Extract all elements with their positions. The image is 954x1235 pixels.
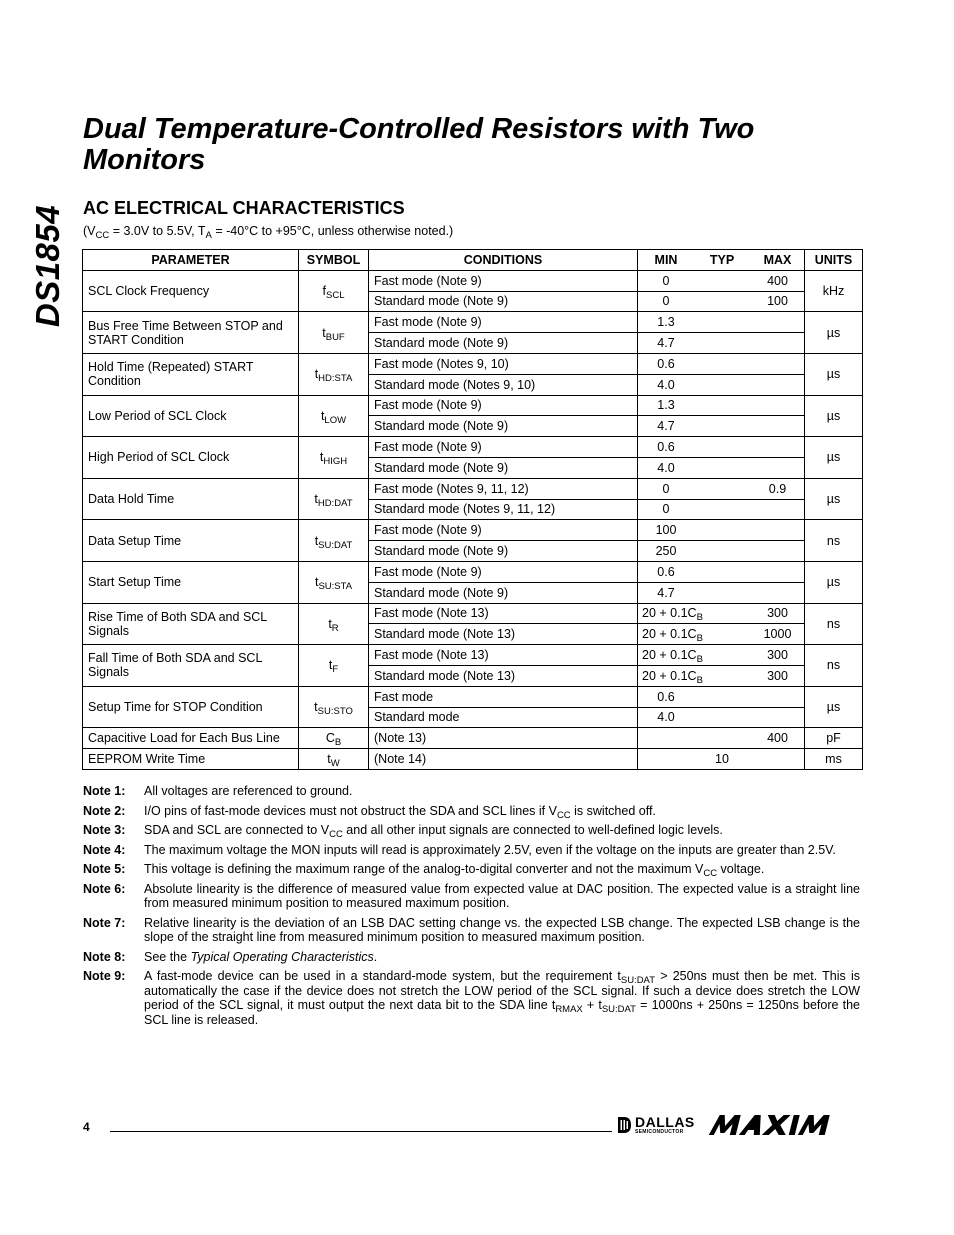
values-cell bbox=[638, 645, 805, 666]
condition-cell: Standard mode (Note 9) bbox=[369, 582, 638, 603]
symbol-cell: $C_B$ bbox=[299, 728, 369, 749]
values-cell bbox=[638, 478, 805, 499]
symbol-cell: $t_R$ bbox=[299, 603, 369, 645]
max-value: 400 bbox=[767, 731, 788, 746]
note-label: Note 2: bbox=[83, 803, 126, 818]
table-row bbox=[83, 520, 863, 541]
values-cell bbox=[638, 665, 805, 686]
units-cell: µs bbox=[805, 561, 863, 603]
condition-cell: Fast mode (Note 9) bbox=[369, 520, 638, 541]
min-value: 0 bbox=[662, 273, 670, 288]
condition-cell: Standard mode (Note 9) bbox=[369, 291, 638, 312]
dallas-mark-icon bbox=[617, 1115, 633, 1135]
units-cell: kHz bbox=[805, 270, 863, 312]
units-cell: ms bbox=[805, 749, 863, 770]
note-item bbox=[83, 916, 860, 945]
values-cell bbox=[638, 457, 805, 478]
parameter-cell: EEPROM Write Time bbox=[83, 749, 299, 770]
values-cell bbox=[638, 395, 805, 416]
values-cell bbox=[638, 749, 805, 770]
note-item bbox=[83, 843, 860, 858]
values-cell bbox=[638, 582, 805, 603]
values-cell bbox=[638, 291, 805, 312]
note-item bbox=[83, 784, 860, 799]
note-text: The maximum voltage the MON inputs will read is approximately 2.5V, even if the voltage on the inputs are greater than 2.5V. bbox=[144, 842, 836, 857]
header-min-typ-max bbox=[638, 250, 805, 271]
symbol-cell: $t_{HIGH}$ bbox=[299, 437, 369, 479]
note-text: Absolute linearity is the difference of measured value from expected value at DAC position. The expected value is a straight line from measured minimum position to measured maximum position. bbox=[144, 881, 860, 910]
min-value: 4.0 bbox=[657, 460, 675, 475]
values-cell bbox=[638, 541, 805, 562]
notes-section bbox=[83, 784, 860, 1032]
note-label: Note 3: bbox=[83, 823, 126, 837]
condition-cell: Fast mode (Note 9) bbox=[369, 437, 638, 458]
condition-cell: Fast mode (Note 9) bbox=[369, 561, 638, 582]
table-row bbox=[83, 270, 863, 291]
parameter-cell: Data Setup Time bbox=[83, 520, 299, 562]
min-value: $20 + 0.1C_B$ bbox=[642, 648, 703, 666]
condition-cell: Fast mode bbox=[369, 686, 638, 707]
values-cell bbox=[638, 707, 805, 728]
condition-cell: (Note 14) bbox=[369, 749, 638, 770]
values-cell bbox=[638, 374, 805, 395]
values-cell bbox=[638, 333, 805, 354]
condition-cell: Fast mode (Note 9) bbox=[369, 395, 638, 416]
units-cell: µs bbox=[805, 686, 863, 728]
symbol-cell: $t_{SU:STO}$ bbox=[299, 686, 369, 728]
parameter-cell: Start Setup Time bbox=[83, 561, 299, 603]
condition-cell: (Note 13) bbox=[369, 728, 638, 749]
max-value: 100 bbox=[767, 294, 788, 309]
condition-cell: Standard mode (Note 9) bbox=[369, 416, 638, 437]
table-row bbox=[83, 645, 863, 666]
table-row bbox=[83, 312, 863, 333]
min-value: 1.3 bbox=[657, 398, 675, 413]
header-conditions: CONDITIONS bbox=[369, 250, 638, 271]
symbol-cell: $t_{SU:STA}$ bbox=[299, 561, 369, 603]
max-value: 300 bbox=[767, 648, 788, 663]
test-conditions: ($V_{CC} = 3.0V$ to 5.5V, $T_A = -40^\circ C$ to +95°C, unless otherwise noted.) bbox=[83, 224, 454, 241]
condition-cell: Fast mode (Note 13) bbox=[369, 645, 638, 666]
max-value: 300 bbox=[767, 606, 788, 621]
side-part-number: DS1854 bbox=[29, 204, 66, 328]
note-text: All voltages are referenced to ground. bbox=[144, 784, 353, 798]
units-cell: pF bbox=[805, 728, 863, 749]
header-typ: TYP bbox=[709, 252, 735, 267]
min-value: $20 + 0.1C_B$ bbox=[642, 627, 703, 645]
table-row bbox=[83, 686, 863, 707]
symbol-cell: $t_W$ bbox=[299, 749, 369, 770]
condition-cell: Fast mode (Note 9) bbox=[369, 312, 638, 333]
values-cell bbox=[638, 353, 805, 374]
note-item bbox=[83, 969, 860, 1027]
note-label: Note 9: bbox=[83, 969, 126, 983]
condition-cell: Fast mode (Notes 9, 10) bbox=[369, 353, 638, 374]
min-value: 1.3 bbox=[657, 315, 675, 330]
max-value: 1000 bbox=[763, 627, 792, 642]
values-cell bbox=[638, 728, 805, 749]
parameter-cell: Setup Time for STOP Condition bbox=[83, 686, 299, 728]
min-value: 0.6 bbox=[657, 440, 675, 455]
condition-cell: Standard mode (Note 9) bbox=[369, 541, 638, 562]
table-header-row bbox=[83, 250, 863, 271]
condition-cell: Fast mode (Note 9) bbox=[369, 270, 638, 291]
min-value: 250 bbox=[655, 544, 677, 559]
note-label: Note 1: bbox=[83, 784, 126, 798]
max-value: 300 bbox=[767, 668, 788, 683]
parameter-cell: Fall Time of Both SDA and SCL Signals bbox=[83, 645, 299, 687]
symbol-cell: $f_{SCL}$ bbox=[299, 270, 369, 312]
condition-cell: Standard mode bbox=[369, 707, 638, 728]
condition-cell: Standard mode (Note 13) bbox=[369, 624, 638, 645]
header-max: MAX bbox=[763, 252, 792, 267]
note-item bbox=[83, 950, 860, 965]
values-cell bbox=[638, 520, 805, 541]
units-cell: µs bbox=[805, 395, 863, 437]
section-heading: AC ELECTRICAL CHARACTERISTICS bbox=[83, 198, 405, 218]
page-number: 4 bbox=[83, 1120, 90, 1134]
parameter-cell: Capacitive Load for Each Bus Line bbox=[83, 728, 299, 749]
table-row bbox=[83, 561, 863, 582]
note-text: This voltage is defining the maximum range of the analog-to-digital converter and not the maximum $V_{CC}$ voltage. bbox=[144, 862, 765, 879]
max-value: 0.9 bbox=[768, 481, 787, 496]
symbol-cell: $t_{BUF}$ bbox=[299, 312, 369, 354]
note-item bbox=[83, 804, 860, 819]
units-cell: µs bbox=[805, 437, 863, 479]
max-value: 400 bbox=[767, 273, 788, 288]
units-cell: ns bbox=[805, 603, 863, 645]
note-item bbox=[83, 862, 860, 877]
min-value: 0.6 bbox=[657, 689, 675, 704]
condition-cell: Standard mode (Notes 9, 10) bbox=[369, 374, 638, 395]
min-value: 0 bbox=[662, 481, 670, 496]
note-text: Relative linearity is the deviation of an LSB DAC setting change vs. the expected LSB change. The expected LSB change is the slope of the straight line from measured minimum position to measured maximum position. bbox=[144, 915, 860, 944]
min-value: 4.0 bbox=[657, 710, 675, 725]
values-cell bbox=[638, 603, 805, 624]
note-text: SDA and SCL are connected to $V_{CC}$ and all other input signals are connected to well-defined logic levels. bbox=[144, 823, 723, 840]
note-label: Note 8: bbox=[83, 949, 126, 964]
min-value: 0.6 bbox=[657, 564, 675, 579]
table-row bbox=[83, 749, 863, 770]
parameter-cell: High Period of SCL Clock bbox=[83, 437, 299, 479]
min-value: $20 + 0.1C_B$ bbox=[642, 606, 703, 624]
note-label: Note 5: bbox=[83, 862, 126, 876]
footer-rule bbox=[110, 1131, 612, 1132]
note-text: I/O pins of fast-mode devices must not obstruct the SDA and SCL lines if $V_{CC}$ is switched off. bbox=[144, 803, 656, 821]
header-units: UNITS bbox=[805, 250, 863, 271]
min-value: 4.7 bbox=[657, 336, 675, 351]
parameter-cell: Rise Time of Both SDA and SCL Signals bbox=[83, 603, 299, 645]
ac-characteristics-table bbox=[82, 249, 863, 770]
note-label: Note 4: bbox=[83, 842, 126, 857]
note-item bbox=[83, 823, 860, 838]
symbol-cell: $t_{HD:STA}$ bbox=[299, 353, 369, 395]
values-cell bbox=[638, 561, 805, 582]
table-body bbox=[83, 270, 863, 769]
min-value: 100 bbox=[655, 523, 677, 538]
table-row bbox=[83, 353, 863, 374]
condition-cell: Fast mode (Note 13) bbox=[369, 603, 638, 624]
table-row bbox=[83, 478, 863, 499]
min-value: 4.0 bbox=[657, 377, 675, 392]
condition-cell: Standard mode (Note 9) bbox=[369, 457, 638, 478]
parameter-cell: Hold Time (Repeated) START Condition bbox=[83, 353, 299, 395]
note-text: A fast-mode device can be used in a standard-mode system, but the requirement $t_{SU:DAT} > 250ns$ must then be met. This is automatically the case if the device does not stretch the LOW period of the SCL signal. If such a device does stretch the LOW period of the SCL signal, it must output the next data bit to the SDA line $t_{RMAX} + t_{SU:DAT} = 1000ns + 250ns = 1250ns$ before the SCL line is released. bbox=[144, 969, 860, 1027]
table-row bbox=[83, 437, 863, 458]
min-value: 0 bbox=[662, 294, 670, 309]
values-cell bbox=[638, 686, 805, 707]
table-row bbox=[83, 603, 863, 624]
parameter-cell: Data Hold Time bbox=[83, 478, 299, 520]
units-cell: µs bbox=[805, 312, 863, 354]
dallas-semiconductor-logo bbox=[617, 1114, 705, 1136]
units-cell: ns bbox=[805, 645, 863, 687]
min-value: $20 + 0.1C_B$ bbox=[642, 668, 703, 686]
values-cell bbox=[638, 437, 805, 458]
note-label: Note 6: bbox=[83, 881, 126, 896]
document-title: Dual Temperature-Controlled Resistors with Two Monitors bbox=[83, 113, 755, 176]
parameter-cell: Bus Free Time Between STOP and START Condition bbox=[83, 312, 299, 354]
table-row bbox=[83, 728, 863, 749]
symbol-cell: $t_{LOW}$ bbox=[299, 395, 369, 437]
typ-value: 10 bbox=[715, 752, 729, 767]
symbol-cell: $t_{SU:DAT}$ bbox=[299, 520, 369, 562]
note-item bbox=[83, 882, 860, 911]
maxim-logo bbox=[708, 1114, 860, 1136]
condition-cell: Standard mode (Note 9) bbox=[369, 333, 638, 354]
header-symbol: SYMBOL bbox=[299, 250, 369, 271]
units-cell: µs bbox=[805, 478, 863, 520]
symbol-cell: $t_F$ bbox=[299, 645, 369, 687]
header-min: MIN bbox=[654, 252, 678, 267]
condition-cell: Fast mode (Notes 9, 11, 12) bbox=[369, 478, 638, 499]
min-value: 0.6 bbox=[657, 356, 675, 371]
values-cell bbox=[638, 624, 805, 645]
min-value: 4.7 bbox=[657, 585, 675, 600]
parameter-cell: Low Period of SCL Clock bbox=[83, 395, 299, 437]
dallas-subtitle: SEMICONDUCTOR bbox=[635, 1129, 684, 1135]
header-parameter: PARAMETER bbox=[83, 250, 299, 271]
condition-cell: Standard mode (Notes 9, 11, 12) bbox=[369, 499, 638, 520]
table-row bbox=[83, 395, 863, 416]
units-cell: µs bbox=[805, 353, 863, 395]
parameter-cell: SCL Clock Frequency bbox=[83, 270, 299, 312]
min-value: 0 bbox=[662, 502, 670, 517]
min-value: 4.7 bbox=[657, 419, 675, 434]
values-cell bbox=[638, 312, 805, 333]
values-cell bbox=[638, 270, 805, 291]
condition-cell: Standard mode (Note 13) bbox=[369, 665, 638, 686]
note-label: Note 7: bbox=[83, 915, 126, 930]
symbol-cell: $t_{HD:DAT}$ bbox=[299, 478, 369, 520]
note-text: See the Typical Operating Characteristics. bbox=[144, 949, 378, 964]
values-cell bbox=[638, 499, 805, 520]
dallas-wordmark: DALLAS bbox=[635, 1114, 695, 1130]
values-cell bbox=[638, 416, 805, 437]
units-cell: ns bbox=[805, 520, 863, 562]
